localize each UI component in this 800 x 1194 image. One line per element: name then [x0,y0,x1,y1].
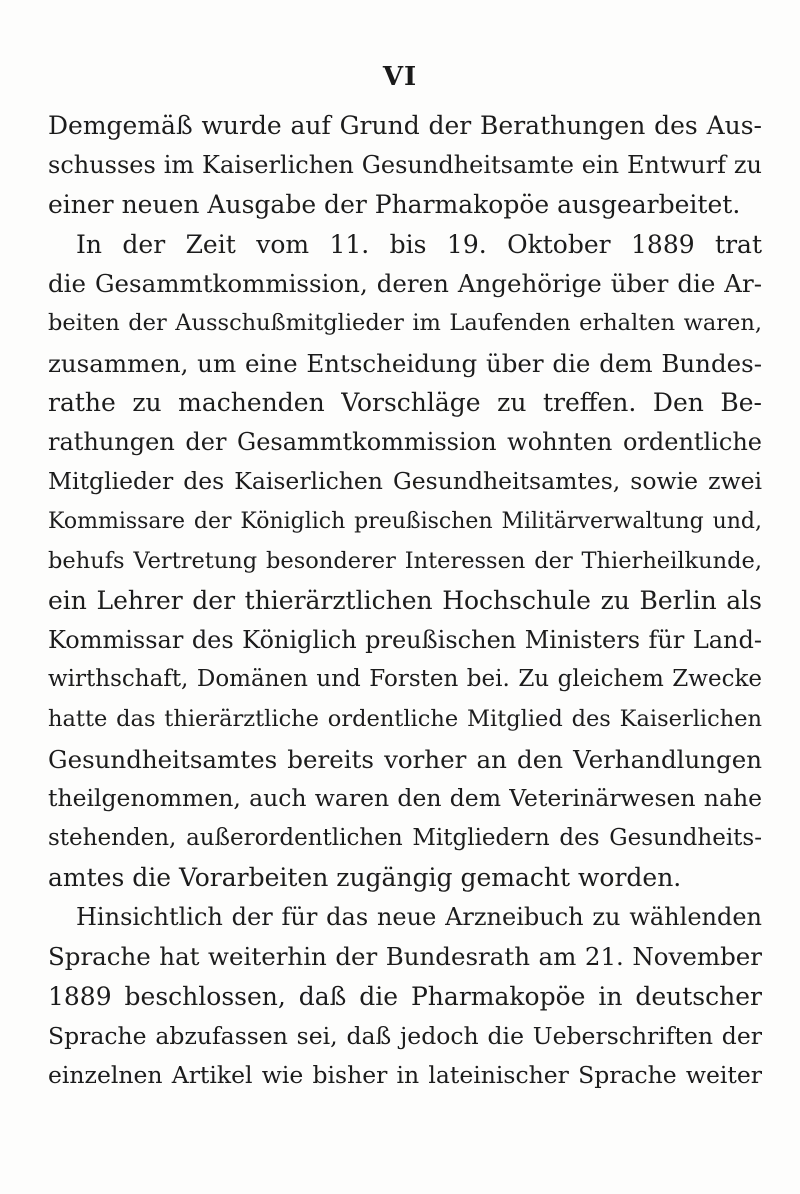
text-line: schusses im Kaiserlichen Gesundheitsamte ein Entwurf zu [48,150,762,179]
text-line: Sprache hat weiterhin der Bundesrath am 21. November [48,942,762,972]
text-line: Gesundheitsamtes bereits vorher an den Verhandlungen [48,744,762,774]
text-line: hatte das thierärztliche ordentliche Mitglied des Kaiserlichen [48,705,762,732]
text-line: Kommissare der Königlich preußischen Militärverwaltung und, [48,508,762,534]
text-line: theilgenommen, auch waren den dem Veterinärwesen nahe [48,784,762,813]
text-line: wirthschaft, Domänen und Forsten bei. Zu gleichem Zwecke [48,666,762,693]
text-line: die Gesammtkommission, deren Angehörige über die Ar- [48,269,762,299]
text-line: rathe zu machenden Vorschläge zu treffen. Den Be- [48,388,762,418]
text-line: Sprache abzufassen sei, daß jedoch die Ueberschriften der [48,1021,762,1050]
text-line: In der Zeit vom 11. bis 19. Oktober 1889 trat [76,229,762,259]
text-line: einzelnen Artikel wie bisher in lateinischer Sprache weiter [48,1061,762,1090]
text-line: 1889 beschlossen, daß die Pharmakopöe in deutscher [48,982,762,1012]
text-line: rathungen der Gesammtkommission wohnten ordentliche [48,427,762,456]
text-line: Kommissar des Königlich preußischen Ministers für Land- [48,625,762,654]
text-line: ein Lehrer der thierärztlichen Hochschule zu Berlin als [48,586,762,616]
text-line: einer neuen Ausgabe der Pharmakopöe ausgearbeitet. [48,190,741,220]
body-text [48,106,762,1096]
text-line: stehenden, außerordentlichen Mitgliedern des Gesundheits- [48,824,762,851]
text-line: Hinsichtlich der für das neue Arzneibuch zu wählenden [76,902,762,931]
text-line: beiten der Ausschußmitglieder im Laufenden erhalten waren, [48,309,762,336]
page-number: VI [382,62,418,92]
text-line: zusammen, um eine Entscheidung über die dem Bundes- [48,348,762,378]
text-line: amtes die Vorarbeiten zugängig gemacht worden. [48,863,682,893]
text-line: behufs Vertretung besonderer Interessen der Thierheilkunde, [48,547,762,574]
text-line: Demgemäß wurde auf Grund der Berathungen des Aus- [48,111,762,140]
text-line: Mitglieder des Kaiserlichen Gesundheitsamtes, sowie zwei [48,467,762,496]
